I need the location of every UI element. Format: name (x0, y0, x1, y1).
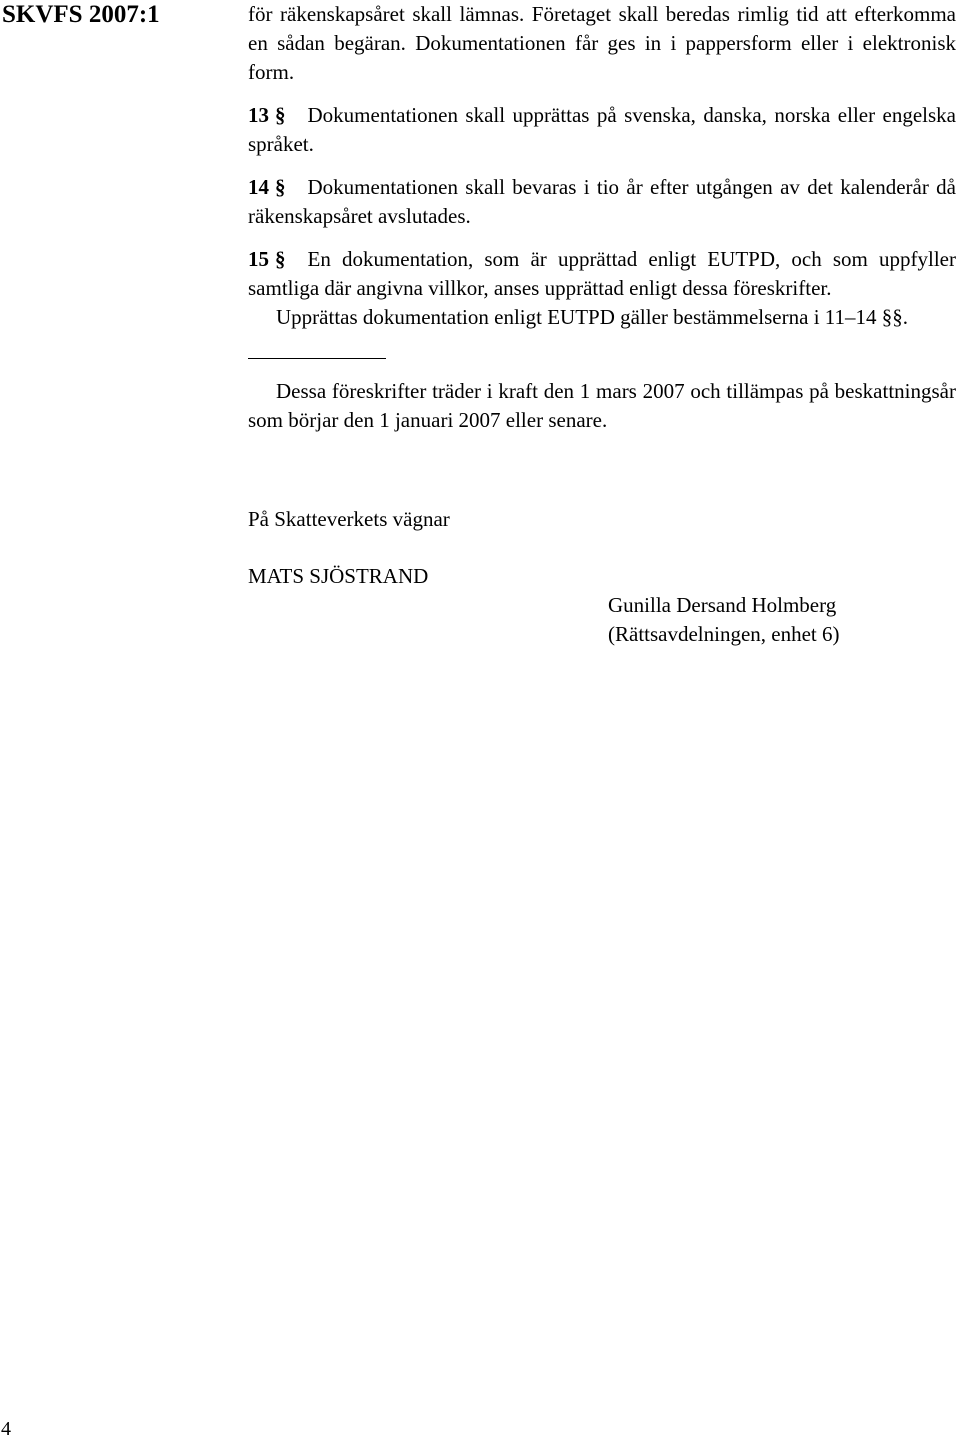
signature-organization: På Skatteverkets vägnar (248, 507, 450, 531)
document-body (248, 0, 956, 435)
section-15-continuation: Upprättas dokumentation enligt EUTPD gäller bestämmelserna i 11–14 §§. (276, 305, 908, 329)
section-14 (248, 173, 956, 231)
section-text: Dokumentationen skall bevaras i tio år efter utgången av det kalenderår då räkenskapsåret avslutades. (248, 175, 956, 228)
section-15 (248, 245, 956, 303)
section-text: En dokumentation, som är upprättad enligt EUTPD, och som uppfyller samtliga där angivna villkor, anses upprättad enligt dessa föreskrifter. (248, 247, 956, 300)
section-number: 15 (248, 247, 269, 271)
section-13 (248, 101, 956, 159)
page-number: 4 (1, 1418, 11, 1440)
section-sign: § (275, 175, 286, 199)
signatory-name-2: Gunilla Dersand Holmberg (608, 593, 837, 617)
signatory-block-2 (608, 591, 840, 649)
signatory-unit: (Rättsavdelningen, enhet 6) (608, 622, 840, 646)
signatory-name-1: MATS SJÖSTRAND (248, 564, 429, 588)
section-number: 14 (248, 175, 269, 199)
section-sign: § (275, 103, 286, 127)
section-text: Dokumentationen skall upprättas på svenska, danska, norska eller engelska språket. (248, 103, 956, 156)
separator-rule (248, 358, 386, 359)
section-number: 13 (248, 103, 269, 127)
effective-date-paragraph: Dessa föreskrifter träder i kraft den 1 mars 2007 och tillämpas på beskattningsår som börjar den 1 januari 2007 eller senare. (248, 379, 956, 432)
intro-paragraph: för räkenskapsåret skall lämnas. Företaget skall beredas rimlig tid att efterkomma en sådan begäran. Dokumentationen får ges in i pappersform eller i elektronisk form. (248, 2, 956, 84)
section-sign: § (275, 247, 286, 271)
document-code: SKVFS 2007:1 (2, 1, 160, 28)
